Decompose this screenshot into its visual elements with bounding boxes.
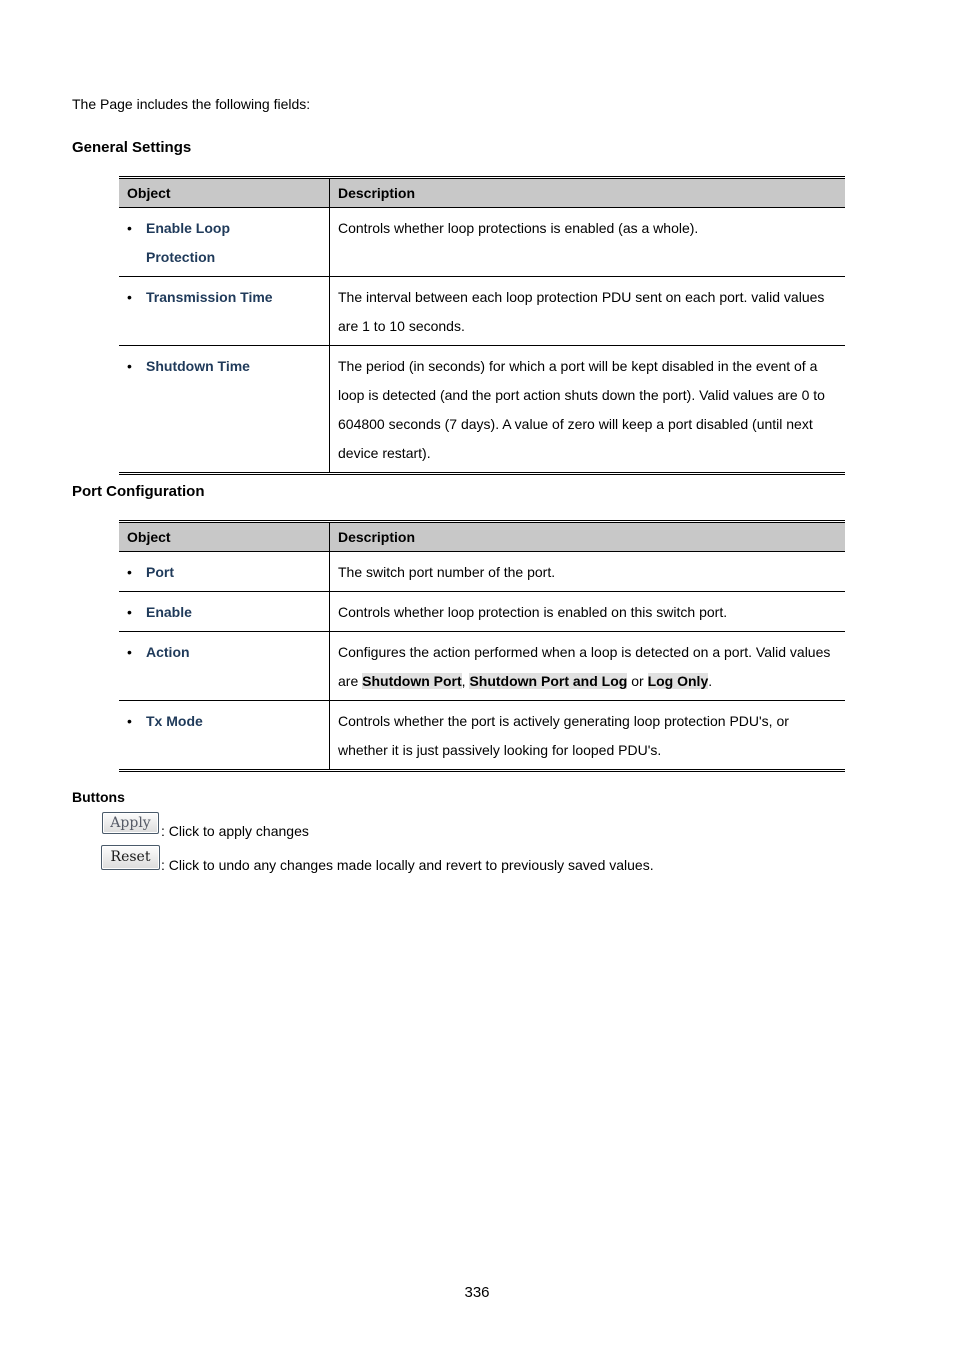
bullet-icon: • (127, 564, 132, 580)
description-cell: The switch port number of the port. (330, 552, 846, 592)
description-cell: Controls whether the port is actively generating loop protection PDU's, or whether it is just passively looking for looped PDU's. (338, 713, 789, 758)
object-cell (119, 701, 330, 771)
port-configuration-heading: Port Configuration (72, 483, 205, 500)
bullet-icon: • (127, 289, 132, 305)
table-row (119, 632, 845, 701)
bullet-icon: • (127, 220, 132, 236)
description-cell: Controls whether loop protections is enabled (as a whole). (330, 208, 846, 277)
description-cell (330, 632, 846, 701)
bullet-icon: • (127, 604, 132, 620)
description-text: Configures the action performed when a loop is detected on a port. Valid values are (338, 644, 831, 689)
object-label: Action (146, 644, 190, 660)
bullet-icon: • (127, 713, 132, 729)
column-header-description: Description (330, 522, 846, 552)
table-row (119, 592, 845, 632)
table-row (119, 552, 845, 592)
table-row (119, 701, 845, 771)
apply-description: : Click to apply changes (161, 823, 309, 839)
keyword-shutdown-port-and-log: Shutdown Port and Log (469, 673, 628, 689)
object-label: Shutdown Time (146, 358, 250, 374)
table-row (119, 277, 845, 346)
bullet-icon: • (127, 358, 132, 374)
bullet-icon: • (127, 644, 132, 660)
table-row (119, 208, 845, 277)
general-settings-table (119, 176, 845, 475)
keyword-log-only: Log Only (647, 673, 709, 689)
general-settings-heading: General Settings (72, 139, 192, 156)
table-header-row (119, 522, 845, 552)
description-cell: The interval between each loop protection PDU sent on each port. valid values are 1 to 10 seconds. (330, 277, 846, 346)
object-cell (119, 208, 330, 277)
description-cell: The period (in seconds) for which a port will be kept disabled in the event of a loop is detected (and the port action shuts down the port). Valid values are 0 to 604800 seconds (7 days). A value of zero will keep a port disabled (until next device restart). (338, 358, 825, 461)
separator-text: , (461, 673, 470, 689)
object-cell (119, 346, 330, 474)
object-label: Tx Mode (146, 713, 203, 729)
keyword-shutdown-port: Shutdown Port (362, 673, 462, 689)
column-header-object: Object (119, 178, 330, 208)
column-header-object: Object (119, 522, 330, 552)
apply-button[interactable]: Apply (102, 812, 159, 834)
object-cell (119, 592, 330, 632)
reset-description: : Click to undo any changes made locally and revert to previously saved values. (161, 857, 654, 873)
object-cell (119, 632, 330, 701)
object-label: Port (146, 564, 174, 580)
table-header-row (119, 178, 845, 208)
separator-text: or (627, 673, 648, 689)
buttons-heading: Buttons (72, 789, 125, 805)
reset-button[interactable]: Reset (101, 845, 160, 870)
object-cell (119, 552, 330, 592)
object-label: Transmission Time (146, 289, 273, 305)
column-header-description: Description (330, 178, 846, 208)
end-punctuation: . (708, 673, 713, 689)
object-cell (119, 277, 330, 346)
table-row (119, 346, 845, 474)
description-cell: Controls whether loop protection is enabled on this switch port. (330, 592, 846, 632)
intro-text: The Page includes the following fields: (72, 96, 311, 112)
port-configuration-table (119, 520, 845, 772)
object-label: Enable Loop Protection (146, 220, 230, 265)
object-label: Enable (146, 604, 192, 620)
page-number: 336 (464, 1284, 490, 1301)
